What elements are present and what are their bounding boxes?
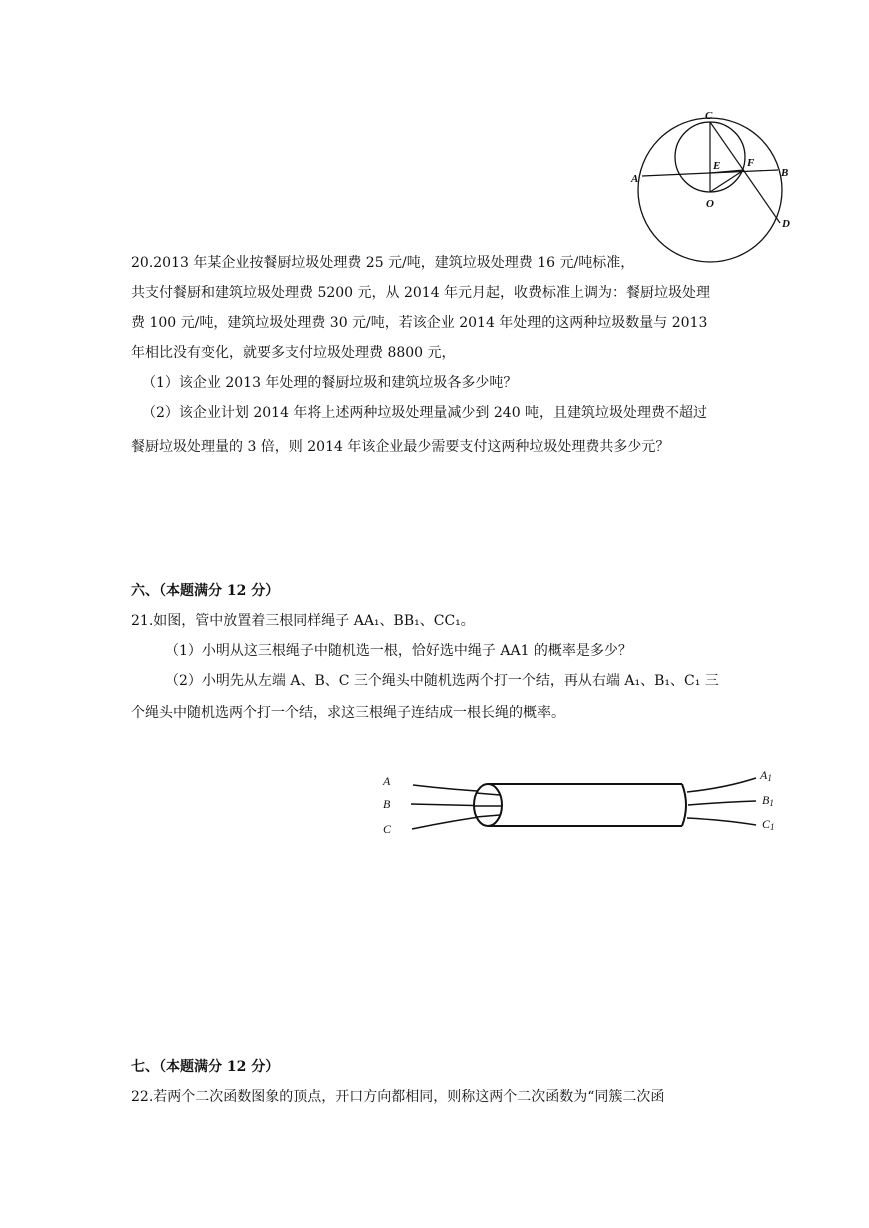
rope-b-right [688, 801, 756, 805]
label-o: O [706, 198, 714, 210]
section-6-heading: 六、（本题满分 12 分） [131, 583, 280, 599]
label-right-c1: C1 [762, 817, 775, 832]
label-f: F [747, 157, 755, 169]
label-left-b: B [383, 797, 391, 811]
rope-a-right [687, 778, 756, 792]
label-left-c: C [383, 822, 392, 836]
pipe-ropes-figure [375, 760, 795, 845]
label-left-a: A [383, 774, 391, 788]
section-7-heading: 七、（本题满分 12 分） [131, 1059, 280, 1075]
label-right-a1: A1 [760, 768, 772, 783]
q21-part-1: （1）小明从这三根绳子中随机选一根，恰好选中绳子 AA1 的概率是多少？ [165, 643, 632, 659]
q21-part-2: （2）小明先从左端 A、B、C 三个绳头中随机选两个打一个结，再从右端 A₁、B₁、C₁ 三 [165, 673, 719, 689]
pipe-right-end [682, 784, 686, 826]
q20-part-2: （2）该企业计划 2014 年将上述两种垃圾处理量减少到 240 吨，且建筑垃圾处理费不超过 [142, 405, 708, 421]
q20-part-2-cont: 餐厨垃圾处理量的 3 倍，则 2014 年该企业最少需要支付这两种垃圾处理费共多少元？ [131, 439, 670, 455]
q20-line-1: 20.2013 年某企业按餐厨垃圾处理费 25 元/吨，建筑垃圾处理费 16 元/吨标准， [131, 255, 635, 271]
q20-line-4: 年相比没有变化，就要多支付垃圾处理费 8800 元， [131, 345, 456, 361]
q21-line-1: 21.如图，管中放置着三根同样绳子 AA₁、BB₁、CC₁。 [131, 613, 475, 629]
label-e: E [713, 160, 721, 172]
rope-c-right [687, 818, 756, 825]
label-d: D [782, 218, 790, 230]
label-b: B [781, 167, 789, 179]
q20-part-1: （1）该企业 2013 年处理的餐厨垃圾和建筑垃圾各多少吨？ [142, 375, 518, 391]
q22-line-1: 22.若两个二次函数图象的顶点，开口方向都相同，则称这两个二次函数为“同簇二次函 [131, 1089, 665, 1105]
label-right-b1: B1 [762, 793, 774, 808]
label-c: C [705, 110, 713, 122]
q21-part-2-cont: 个绳头中随机选两个打一个结，求这三根绳子连结成一根长绳的概率。 [131, 705, 565, 721]
pipe-left-opening [474, 784, 502, 826]
circle-geometry-figure [620, 104, 800, 264]
q20-line-2: 共支付餐厨和建筑垃圾处理费 5200 元，从 2014 年元月起，收费标准上调为：餐厨垃圾处理 [131, 285, 711, 301]
q20-line-3: 费 100 元/吨，建筑垃圾处理费 30 元/吨，若该企业 2014 年处理的这两种垃圾数量与 2013 [131, 315, 708, 331]
label-a: A [631, 173, 639, 185]
